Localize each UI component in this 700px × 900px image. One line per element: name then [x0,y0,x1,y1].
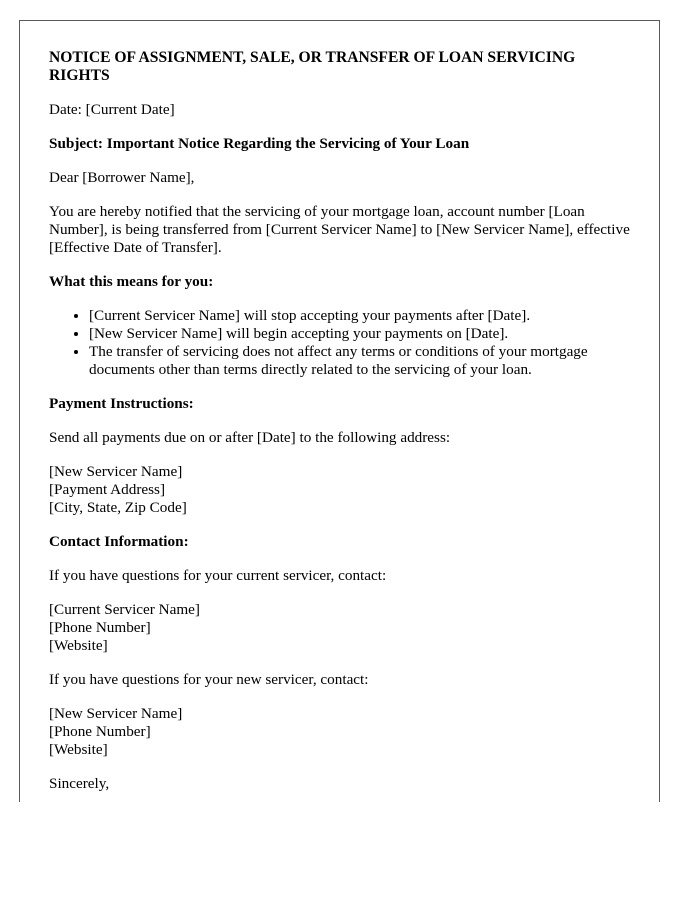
what-this-means-heading: What this means for you: [49,273,214,290]
current-servicer-contact-line: [Phone Number] [49,619,151,636]
new-servicer-contact-line: [Website] [49,741,108,758]
what-this-means-list [49,307,630,379]
payment-instructions-heading: Payment Instructions: [49,395,194,412]
current-servicer-contact-paragraph: If you have questions for your current servicer, contact: [49,567,387,584]
letter-page [19,20,660,802]
current-servicer-contact-line: [Current Servicer Name] [49,601,200,618]
new-servicer-contact-line: [New Servicer Name] [49,705,183,722]
payment-address-line: [Payment Address] [49,481,165,498]
notice-title: NOTICE OF ASSIGNMENT, SALE, OR TRANSFER OF LOAN SERVICING RIGHTS [49,49,576,84]
date-line: Date: [Current Date] [49,101,175,118]
list-item: • [Current Servicer Name] will stop accepting your payments after [Date]. [89,307,630,325]
payment-instructions-paragraph: Send all payments due on or after [Date] to the following address: [49,429,451,446]
contact-information-heading: Contact Information: [49,533,189,550]
subject-line: Subject: Important Notice Regarding the Servicing of Your Loan [49,135,470,152]
new-servicer-contact-line: [Phone Number] [49,723,151,740]
list-item: • [New Servicer Name] will begin accepting your payments on [Date]. [89,325,630,343]
new-servicer-contact-block [49,705,630,759]
intro-paragraph: You are hereby notified that the servicing of your mortgage loan, account number [Loan Number], is being transferred from [Current Servicer Name] to [New Servicer Name], effective [Effective Date of Transfer]. [49,203,630,256]
payment-address-line: [New Servicer Name] [49,463,183,480]
new-servicer-contact-paragraph: If you have questions for your new servicer, contact: [49,671,369,688]
payment-address-block [49,463,630,517]
list-item: • The transfer of servicing does not affect any terms or conditions of your mortgage documents other than terms directly related to the servicing of your loan. [89,343,630,379]
salutation: Dear [Borrower Name], [49,169,195,186]
closing: Sincerely, [49,775,110,792]
current-servicer-contact-line: [Website] [49,637,108,654]
current-servicer-contact-block [49,601,630,655]
payment-address-line: [City, State, Zip Code] [49,499,187,516]
letter-content [20,21,659,793]
